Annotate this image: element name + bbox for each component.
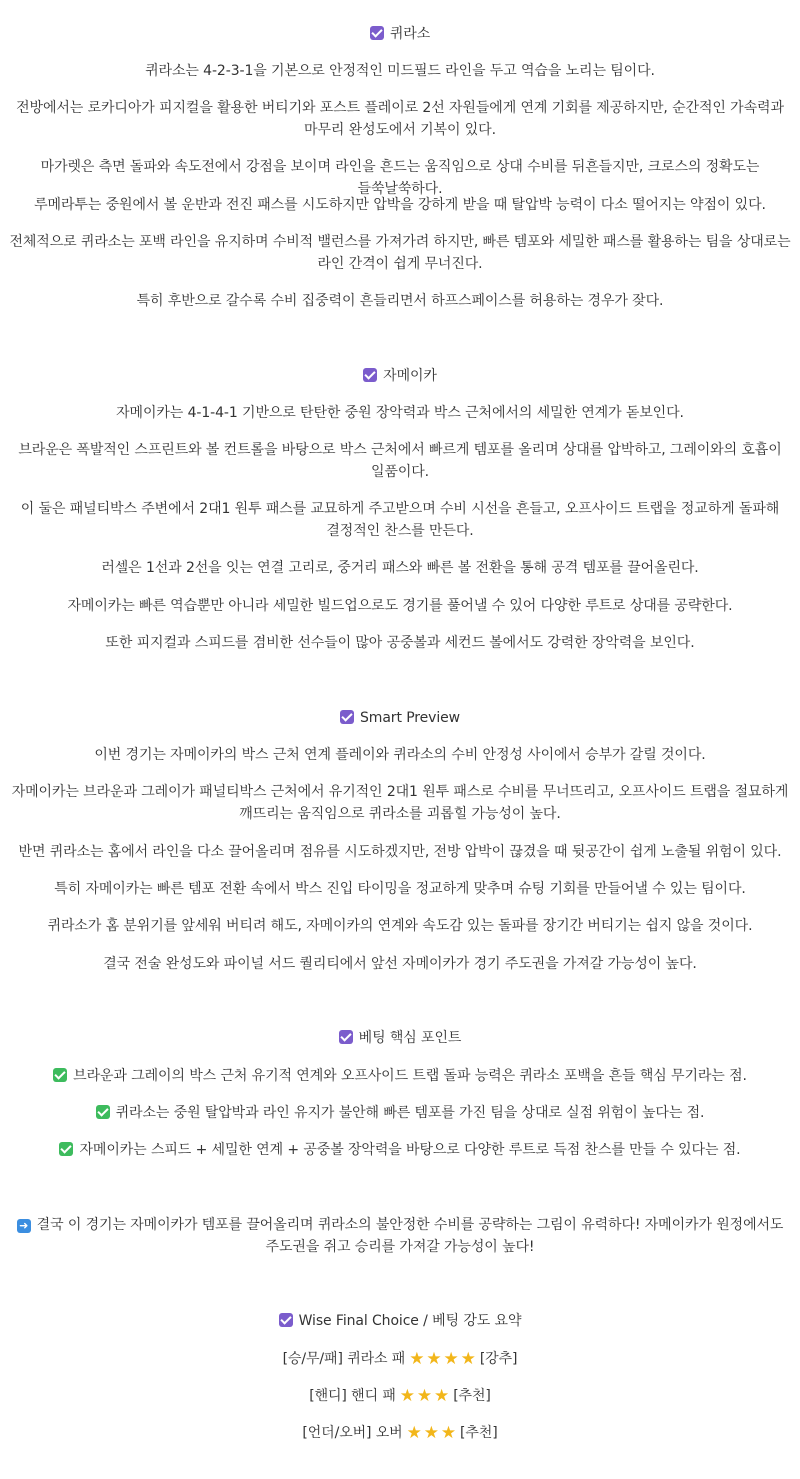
paragraph: 러셀은 1선과 2선을 잇는 연결 고리로, 중거리 패스와 빠른 볼 전환을 통해 공격 템포를 끌어올린다. bbox=[101, 560, 699, 576]
star-rating bbox=[408, 1351, 477, 1367]
paragraph: 전방에서는 로카디아가 피지컬을 활용한 버티기와 포스트 플레이로 2선 자원들에게 연계 기회를 제공하지만, 순간적인 가속력과 마무리 완성도에서 기복이 있다. bbox=[16, 100, 784, 138]
green-checkmark-icon bbox=[96, 1105, 110, 1119]
pick-grade: [추천] bbox=[453, 1388, 491, 1404]
star-rating bbox=[399, 1388, 450, 1404]
section-heading-final bbox=[8, 1310, 792, 1332]
purple-checkbox-icon bbox=[363, 368, 377, 382]
green-checkmark-icon bbox=[53, 1068, 67, 1082]
paragraph: 자메이카는 빠른 역습뿐만 아니라 세밀한 빌드업으로도 경기를 풀어낼 수 있어 다양한 루트로 상대를 공략한다. bbox=[67, 598, 733, 614]
paragraph: 자메이카는 브라운과 그레이가 패널티박스 근처에서 유기적인 2대1 원투 패스로 수비를 무너뜨리고, 오프사이드 트랩을 절묘하게 깨뜨리는 움직임으로 퀴라소를 괴롭힐 가능성이 높다. bbox=[11, 784, 789, 822]
pick-row bbox=[8, 1422, 792, 1444]
purple-checkbox-icon bbox=[370, 26, 384, 40]
pick-grade: [추천] bbox=[460, 1425, 498, 1441]
star-icon: ★ bbox=[434, 1386, 450, 1406]
pick-label: [승/무/패] 퀴라소 패 bbox=[282, 1351, 406, 1367]
paragraph: 퀴라소가 홈 분위기를 앞세워 버티려 해도, 자메이카의 연계와 속도감 있는 돌파를 장기간 버티기는 쉽지 않을 것이다. bbox=[47, 918, 753, 934]
right-arrow-icon: ➜ bbox=[17, 1219, 31, 1233]
list-item bbox=[8, 1065, 792, 1087]
section-heading-points bbox=[8, 1027, 792, 1049]
paragraph: 브라운은 폭발적인 스프린트와 볼 컨트롤을 바탕으로 박스 근처에서 빠르게 템포를 올리며 상대를 압박하고, 그레이와의 호흡이 일품이다. bbox=[18, 442, 782, 480]
star-icon: ★ bbox=[426, 1349, 442, 1369]
star-icon: ★ bbox=[399, 1386, 415, 1406]
star-icon: ★ bbox=[440, 1423, 457, 1443]
star-icon: ★ bbox=[443, 1349, 459, 1369]
paragraph: 루메라투는 중원에서 볼 운반과 전진 패스를 시도하지만 압박을 강하게 받을 때 탈압박 능력이 다소 떨어지는 약점이 있다. bbox=[34, 197, 766, 213]
purple-checkbox-icon bbox=[340, 710, 354, 724]
star-icon: ★ bbox=[406, 1423, 422, 1443]
paragraph: 자메이카는 4-1-4-1 기반으로 탄탄한 중원 장악력과 박스 근처에서의 세밀한 연계가 돋보인다. bbox=[116, 405, 684, 421]
conclusion bbox=[8, 1214, 792, 1258]
paragraph: 전체적으로 퀴라소는 포백 라인을 유지하며 수비적 밸런스를 가져가려 하지만, 빠른 템포와 세밀한 패스를 활용하는 팀을 상대로는 라인 간격이 쉽게 무너진다. bbox=[9, 234, 791, 272]
pick-label: [핸디] 핸디 패 bbox=[309, 1388, 396, 1404]
star-rating bbox=[406, 1425, 457, 1441]
heading-text: Smart Preview bbox=[360, 710, 460, 726]
paragraph: 결국 전술 완성도와 파이널 서드 퀄리티에서 앞선 자메이카가 경기 주도권을 가져갈 가능성이 높다. bbox=[103, 956, 697, 972]
purple-checkbox-icon bbox=[279, 1313, 293, 1327]
list-item-text: 퀴라소는 중원 탈압박과 라인 유지가 불안해 빠른 템포를 가진 팀을 상대로 실점 위험이 높다는 점. bbox=[115, 1105, 705, 1121]
list-item bbox=[8, 1139, 792, 1161]
paragraph: 반면 퀴라소는 홈에서 라인을 다소 끌어올리며 점유를 시도하겠지만, 전방 압박이 끊겼을 때 뒷공간이 쉽게 노출될 위험이 있다. bbox=[18, 844, 782, 860]
green-checkmark-icon bbox=[59, 1142, 73, 1156]
paragraph: 특히 후반으로 갈수록 수비 집중력이 흔들리면서 하프스페이스를 허용하는 경우가 잦다. bbox=[136, 293, 664, 309]
heading-text: 자메이카 bbox=[383, 368, 437, 384]
heading-text: 베팅 핵심 포인트 bbox=[358, 1030, 462, 1046]
heading-text: 퀴라소 bbox=[389, 26, 431, 42]
paragraph: 이번 경기는 자메이카의 박스 근처 연계 플레이와 퀴라소의 수비 안정성 사이에서 승부가 갈릴 것이다. bbox=[94, 747, 706, 763]
purple-checkbox-icon bbox=[339, 1030, 353, 1044]
paragraph: 퀴라소는 4-2-3-1을 기본으로 안정적인 미드필드 라인을 두고 역습을 노리는 팀이다. bbox=[145, 63, 655, 79]
star-icon: ★ bbox=[423, 1423, 439, 1443]
pick-label: [언더/오버] 오버 bbox=[302, 1425, 403, 1441]
paragraph: 이 둘은 패널티박스 주변에서 2대1 원투 패스를 교묘하게 주고받으며 수비 시선을 흔들고, 오프사이드 트랩을 정교하게 돌파해 결정적인 찬스를 만든다. bbox=[20, 501, 780, 539]
list-item bbox=[8, 1102, 792, 1124]
heading-text: Wise Final Choice / 베팅 강도 요약 bbox=[298, 1313, 522, 1329]
conclusion-text: 결국 이 경기는 자메이카가 템포를 끌어올리며 퀴라소의 불안정한 수비를 공략하는 그림이 유력하다! 자메이카가 원정에서도 주도권을 쥐고 승리를 가져갈 가능성이 높다! bbox=[36, 1217, 784, 1255]
pick-row bbox=[8, 1385, 792, 1407]
star-icon: ★ bbox=[460, 1349, 476, 1369]
list-item-text: 자메이카는 스피드 + 세밀한 연계 + 공중볼 장악력을 바탕으로 다양한 루트로 득점 찬스를 만들 수 있다는 점. bbox=[79, 1142, 741, 1158]
list-item-text: 브라운과 그레이의 박스 근처 유기적 연계와 오프사이드 트랩 돌파 능력은 퀴라소 포백을 흔들 핵심 무기라는 점. bbox=[73, 1068, 747, 1084]
paragraph: 특히 자메이카는 빠른 템포 전환 속에서 박스 진입 타이밍을 정교하게 맞추며 슈팅 기회를 만들어낼 수 있는 팀이다. bbox=[54, 881, 746, 897]
pick-grade: [강추] bbox=[479, 1351, 518, 1367]
star-icon: ★ bbox=[416, 1386, 433, 1406]
section-heading-quarasso bbox=[8, 23, 792, 45]
section-heading-preview bbox=[8, 707, 792, 729]
pick-row bbox=[8, 1348, 792, 1370]
star-icon: ★ bbox=[409, 1349, 425, 1369]
section-heading-jamaica bbox=[8, 365, 792, 387]
paragraph: 또한 피지컬과 스피드를 겸비한 선수들이 많아 공중볼과 세컨드 볼에서도 강력한 장악력을 보인다. bbox=[105, 635, 695, 651]
paragraph: 마가렛은 측면 돌파와 속도전에서 강점을 보이며 라인을 흔드는 움직임으로 상대 수비를 뒤흔들지만, 크로스의 정확도는 들쑥날쑥하다. bbox=[40, 159, 760, 197]
